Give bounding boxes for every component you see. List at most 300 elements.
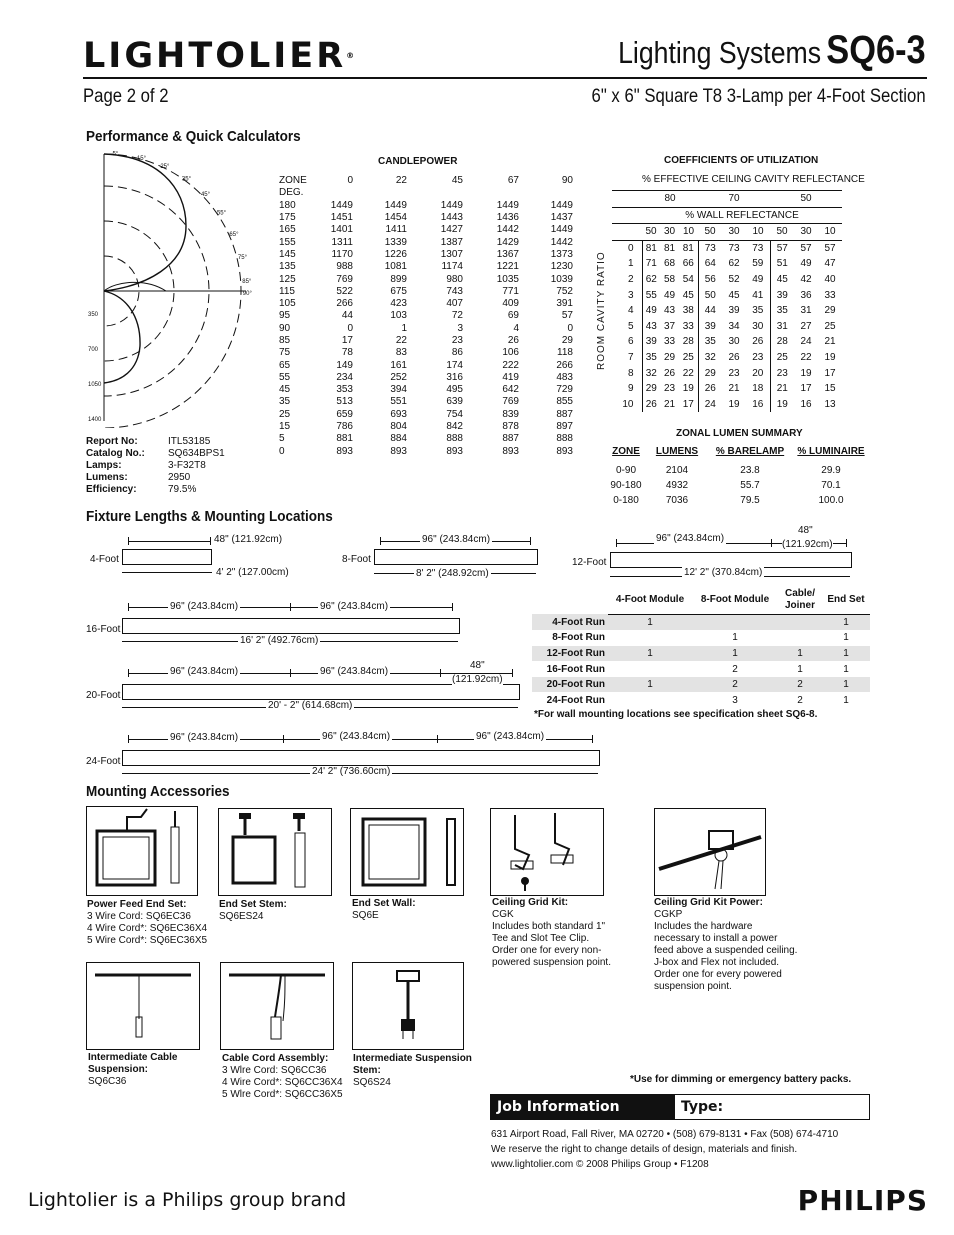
candlepower-cell: 878 — [502, 421, 519, 433]
candlepower-row — [279, 446, 573, 458]
fixtures-heading: Fixture Lengths & Mounting Locations — [86, 508, 333, 525]
cu-cell: 49 — [752, 273, 764, 285]
cu-cell: 33 — [663, 336, 676, 348]
cu-cell: 1 — [612, 256, 642, 272]
candlepower-cell: 729 — [556, 384, 573, 396]
candlepower-cell: 165 — [279, 224, 296, 236]
candlepower-cell: 1170 — [331, 248, 353, 260]
cu-cell: 26 — [698, 381, 722, 397]
candlepower-cell: 1311 — [331, 236, 353, 248]
candlepower-cell: 0 — [347, 322, 353, 334]
report-row — [86, 448, 225, 460]
cu-cell: 62 — [728, 258, 740, 270]
dim-tick — [283, 735, 284, 743]
cu-cell: 22 — [800, 351, 812, 363]
power-feed-end-set-image — [86, 806, 198, 896]
cu-cell: 26 — [752, 336, 764, 348]
fixture-16ft-length: 16' 2" (492.76cm) — [240, 635, 319, 646]
candlepower-cell: 897 — [556, 421, 573, 433]
cu-cell: 49 — [800, 258, 812, 270]
cu-row — [612, 256, 842, 272]
candlepower-cell: 95 — [279, 310, 291, 322]
polar-angle-label: 35° — [181, 176, 191, 183]
cu-cell: 50 — [698, 288, 722, 304]
report-value: 2950 — [168, 472, 191, 483]
type-field-label[interactable]: Type: — [681, 1099, 724, 1115]
zonal-cell: 70.1 — [821, 480, 841, 491]
candlepower-cell: 1449 — [384, 199, 407, 211]
candlepower-cell: 893 — [336, 445, 353, 457]
candlepower-cell: 145 — [279, 248, 296, 260]
polar-angle-label: 85° — [242, 278, 252, 285]
cu-row — [612, 397, 842, 413]
candlepower-cell: 180 — [279, 199, 296, 211]
candlepower-cell: 980 — [446, 273, 463, 285]
fixture-20ft-mount-3a: 48" — [470, 660, 485, 671]
dim-tick — [210, 537, 211, 545]
report-block — [86, 436, 225, 496]
candlepower-cell: 887 — [502, 433, 519, 445]
fixture-24ft-label: 24-Foot — [86, 756, 121, 767]
report-value: SQ634BPS1 — [168, 448, 225, 459]
candlepower-cell: 57 — [561, 310, 573, 322]
cu-cell: 71 — [645, 258, 657, 270]
candlepower-cell: 1035 — [496, 273, 519, 285]
cu-cell: 43 — [663, 305, 676, 317]
cu-cell: 26 — [728, 351, 740, 363]
accessory-caption-3: Ceiling Grid Kit: CGK Includes both standard 1" Tee and Slot Tee Clip. Order one for every non- powered suspension point. — [492, 897, 611, 968]
candlepower-cell: 234 — [336, 371, 353, 383]
run-cell: 1 — [797, 663, 803, 675]
cu-wall: 30 — [800, 226, 812, 238]
cu-cell: 45 — [770, 272, 794, 288]
dim-line — [128, 541, 210, 542]
dim-tick — [128, 669, 129, 677]
candlepower-cell: 222 — [502, 359, 519, 371]
intermediate-cable-suspension-image — [86, 962, 200, 1050]
cu-cell: 4 — [612, 303, 642, 319]
candlepower-row — [279, 224, 573, 236]
report-value: ITL53185 — [168, 436, 211, 447]
fixture-24ft-mount-3: 96" (243.84cm) — [476, 731, 545, 742]
candlepower-cell: 35 — [279, 396, 291, 408]
cu-wall: 30 — [728, 226, 740, 238]
candlepower-cell: 1411 — [385, 224, 407, 236]
run-row — [532, 692, 870, 708]
candlepower-row — [279, 335, 573, 347]
cu-cell: 55 — [645, 289, 657, 301]
run-row — [532, 661, 870, 677]
report-row — [86, 460, 225, 472]
fixture-12ft-length: 12' 2" (370.84cm) — [684, 567, 763, 578]
report-row — [86, 472, 225, 484]
polar-angle-label: 45° — [200, 192, 211, 199]
report-label: Lamps: — [86, 460, 122, 471]
candlepower-cell: 1373 — [550, 248, 573, 260]
report-row — [86, 436, 225, 448]
header-rule — [83, 77, 927, 79]
candlepower-cell: 1454 — [384, 212, 407, 224]
cu-wall: 50 — [645, 226, 657, 238]
cu-cell: 25 — [770, 350, 794, 366]
dim-tick — [512, 669, 513, 677]
polar-angle-label: 55° — [216, 210, 227, 217]
candlepower-cell: 887 — [556, 408, 573, 420]
candlepower-cell: 72 — [451, 310, 463, 322]
candlepower-cell: 44 — [341, 310, 353, 322]
candlepower-cell: 786 — [336, 421, 353, 433]
lightolier-logo: LIGHTOLIER® — [83, 36, 355, 76]
cu-cell: 57 — [824, 242, 836, 254]
candlepower-cell: 1174 — [441, 261, 463, 273]
fixture-4ft-mount: 48" (121.92cm) — [214, 534, 283, 545]
cu-cell: 44 — [698, 303, 722, 319]
run-cell: 3 — [732, 694, 738, 706]
candlepower-cell: 55 — [279, 371, 291, 383]
run-header: End Set — [822, 586, 870, 614]
fixture-8ft-mount: 96" (243.84cm) — [422, 534, 491, 545]
footer-info — [491, 1127, 838, 1172]
run-cell: 1 — [843, 632, 849, 644]
candlepower-cell: 266 — [336, 298, 353, 310]
cu-wall: 50 — [704, 226, 716, 238]
candlepower-cell: 495 — [446, 384, 463, 396]
candlepower-row — [279, 347, 573, 359]
zonal-cell: 2104 — [665, 465, 689, 476]
cu-cell: 58 — [663, 273, 676, 285]
polar-angle-label: 15° — [136, 155, 147, 162]
polar-angle-label: 75° — [237, 254, 248, 261]
run-cell: 20-Foot Run — [532, 677, 608, 693]
zonal-header: LUMENS — [655, 446, 699, 457]
candlepower-row — [279, 396, 573, 408]
cu-cell: 39 — [698, 319, 722, 335]
candlepower-cell: 522 — [336, 285, 353, 297]
run-cell: 2 — [732, 663, 738, 675]
dim-tick — [440, 669, 441, 677]
report-row — [86, 484, 225, 496]
cu-cell: 81 — [682, 242, 694, 254]
cu-cell: 10 — [612, 397, 642, 413]
zone-label: ZONE — [279, 175, 307, 187]
candlepower-cell: 1442 — [550, 236, 573, 248]
cu-cell: 21 — [663, 398, 676, 410]
zonal-cell: 7036 — [665, 495, 689, 506]
cu-row — [612, 288, 842, 304]
candlepower-cell: 0 — [279, 445, 285, 457]
ceiling-grid-kit-power-image — [654, 808, 766, 896]
cu-cell: 32 — [645, 367, 657, 379]
polar-radius-label: 1050 — [88, 382, 102, 388]
run-cell: 1 — [778, 646, 822, 662]
run-cell: 2 — [797, 694, 803, 706]
candlepower-cell: 1429 — [496, 236, 519, 248]
cp-col: 22 — [395, 175, 407, 187]
candlepower-cell: 881 — [336, 433, 353, 445]
run-cell: 12-Foot Run — [532, 646, 608, 662]
candlepower-cell: 1449 — [550, 224, 573, 236]
candlepower-cell: 1401 — [330, 224, 353, 236]
dim-tick — [771, 539, 772, 547]
fixture-16ft-mount-2: 96" (243.84cm) — [320, 601, 389, 612]
cu-cell: 47 — [824, 258, 836, 270]
zonal-cell: 4932 — [665, 480, 689, 491]
candlepower-cell: 69 — [507, 310, 519, 322]
accessory-caption-4: Ceiling Grid Kit Power: CGKP Includes the hardware necessary to install a power feed above a suspended ceiling. J-box and Flex not included. Order one for every powered suspension point. — [654, 897, 798, 992]
cu-subtitle: % EFFECTIVE CEILING CAVITY REFLECTANCE — [642, 174, 865, 185]
cu-cell: 30 — [752, 320, 764, 332]
cu-cell: 51 — [770, 256, 794, 272]
cu-cell: 31 — [800, 305, 812, 317]
fixture-20ft-mount-3b: (121.92cm) — [452, 674, 503, 685]
zonal-row — [606, 493, 870, 508]
candlepower-cell: 893 — [556, 445, 573, 457]
run-cell — [608, 630, 692, 646]
cable-cord-assembly-image — [220, 962, 334, 1050]
candlepower-cell: 353 — [336, 384, 353, 396]
fixture-8ft-length: 8' 2" (248.92cm) — [416, 568, 489, 579]
cu-row — [612, 381, 842, 397]
fixture-12ft-body — [610, 552, 852, 568]
cu-cell: 68 — [663, 258, 676, 270]
candlepower-cell: 106 — [502, 347, 519, 359]
cu-cell: 81 — [645, 242, 657, 254]
deg-label: DEG. — [279, 187, 304, 199]
cu-cell: 73 — [728, 242, 740, 254]
run-cell: 1 — [692, 646, 778, 662]
cu-cell: 56 — [698, 272, 722, 288]
job-information-bar — [490, 1094, 870, 1120]
fixture-8ft-body — [374, 549, 538, 565]
candlepower-row — [279, 323, 573, 335]
report-value: 79.5% — [168, 484, 197, 495]
candlepower-cell: 1221 — [496, 261, 519, 273]
candlepower-row — [279, 236, 573, 248]
cu-wall: 10 — [682, 226, 695, 238]
ceiling-grid-kit-image — [490, 808, 604, 896]
candlepower-cell: 174 — [446, 359, 463, 371]
cu-cell: 45 — [728, 289, 740, 301]
candlepower-row — [279, 261, 573, 273]
run-cell: 1 — [822, 646, 870, 662]
candlepower-cell: 551 — [390, 396, 407, 408]
cu-cell: 39 — [770, 288, 794, 304]
cu-cell: 34 — [728, 320, 740, 332]
cu-cell: 5 — [612, 319, 642, 335]
run-cell: 1 — [608, 646, 692, 662]
cu-row — [612, 272, 842, 288]
cu-row — [612, 334, 842, 350]
accessory-caption-1: End Set Stem: SQ6ES24 — [219, 899, 287, 922]
cu-cell: 28 — [770, 334, 794, 350]
candlepower-cell: 23 — [451, 335, 463, 346]
cu-cell: 52 — [728, 273, 740, 285]
candlepower-cell: 771 — [502, 285, 519, 297]
cu-cell: 30 — [728, 336, 740, 348]
polar-angle-label: 65° — [229, 231, 239, 238]
cu-cell: 19 — [682, 383, 694, 395]
candlepower-cell: 155 — [279, 236, 296, 248]
report-label: Efficiency: — [86, 484, 137, 495]
cu-cell: 31 — [770, 319, 794, 335]
cu-table — [612, 190, 842, 412]
candlepower-cell: 769 — [336, 273, 353, 285]
candlepower-cell: 5 — [279, 433, 285, 445]
candlepower-cell: 513 — [336, 396, 353, 408]
cp-col: 67 — [507, 175, 519, 187]
candlepower-cell: 0 — [567, 322, 573, 334]
cu-cell: 49 — [645, 305, 657, 317]
candlepower-cell: 1442 — [496, 224, 519, 236]
polar-angle-label: 5° — [112, 151, 119, 158]
cu-title: COEFFICIENTS OF UTILIZATION — [664, 155, 819, 166]
run-row — [532, 614, 870, 630]
philips-logo: PHILIPS — [797, 1184, 928, 1217]
dim-tick — [380, 537, 381, 545]
cu-cell: 29 — [663, 351, 676, 363]
run-cell: 1 — [608, 677, 692, 693]
cu-cell: 29 — [645, 383, 657, 395]
run-cell: 2 — [692, 677, 778, 693]
candlepower-row — [279, 310, 573, 322]
fixture-20ft-length: 20' - 2" (614.68cm) — [268, 700, 353, 711]
candlepower-cell: 1230 — [550, 261, 573, 273]
cu-cell: 36 — [800, 289, 812, 301]
report-label: Catalog No.: — [86, 448, 145, 459]
candlepower-cell: 842 — [446, 421, 463, 433]
report-label: Report No: — [86, 436, 138, 447]
candlepower-cell: 639 — [446, 396, 463, 408]
cu-cell: 3 — [612, 288, 642, 304]
fixture-20ft-mount-1: 96" (243.84cm) — [170, 666, 239, 677]
candlepower-cell: 988 — [336, 261, 353, 273]
candlepower-cell: 1427 — [440, 224, 463, 236]
dim-tick — [530, 537, 531, 545]
candlepower-cell: 893 — [502, 445, 519, 457]
candlepower-cell: 769 — [502, 396, 519, 408]
cu-cell: 54 — [682, 273, 694, 285]
cu-cell: 6 — [612, 334, 642, 350]
candlepower-cell: 1081 — [384, 261, 407, 273]
candlepower-cell: 888 — [446, 433, 463, 445]
run-cell: 8-Foot Run — [552, 632, 605, 644]
cu-cell: 26 — [645, 398, 657, 410]
candlepower-cell: 135 — [279, 261, 296, 273]
fixture-16ft-body — [122, 618, 460, 634]
candlepower-table — [279, 175, 573, 458]
run-cell — [778, 630, 822, 646]
candlepower-cell: 675 — [390, 285, 407, 297]
fixture-8ft-label: 8-Foot — [342, 554, 371, 565]
candlepower-row — [279, 409, 573, 421]
candlepower-cell: 642 — [502, 384, 519, 396]
cu-cell: 22 — [682, 367, 694, 379]
cu-cell: 0 — [612, 240, 642, 256]
polar-photometric-chart — [86, 146, 266, 428]
candlepower-cell: 26 — [507, 335, 519, 346]
fixture-4ft-label: 4-Foot — [90, 554, 119, 565]
page-title: Lighting Systems SQ6-3 — [618, 28, 926, 72]
dim-tick — [452, 603, 453, 611]
candlepower-cell: 78 — [341, 347, 353, 359]
cu-cell: 21 — [728, 383, 740, 395]
cu-cell: 19 — [800, 367, 812, 379]
cu-cell: 41 — [752, 289, 764, 301]
cu-cell: 25 — [824, 320, 836, 332]
dim-tick — [290, 669, 291, 677]
footer-rights: We reserve the right to change details of design, materials and finish. — [491, 1144, 798, 1155]
cu-cell: 19 — [770, 397, 794, 413]
cu-cell: 23 — [663, 383, 676, 395]
report-label: Lumens: — [86, 472, 128, 483]
fixture-4ft-length: 4' 2" (127.00cm) — [216, 567, 289, 578]
polar-angle-label: 25° — [160, 164, 170, 171]
candlepower-row — [279, 249, 573, 261]
cp-col: 0 — [347, 175, 353, 187]
run-row — [532, 630, 870, 646]
cu-row — [612, 303, 842, 319]
job-information-label: Job Information — [491, 1095, 675, 1119]
cu-cell: 35 — [752, 305, 764, 317]
candlepower-cell: 899 — [390, 273, 407, 285]
dim-tick — [846, 539, 847, 547]
candlepower-cell: 85 — [279, 335, 291, 346]
candlepower-row — [279, 359, 573, 371]
run-cell: 1 — [822, 614, 870, 630]
candlepower-cell: 83 — [395, 347, 407, 359]
run-cell: 24-Foot Run — [546, 694, 605, 706]
footer-web[interactable]: www.lightolier.com © 2008 Philips Group • F1208 — [491, 1159, 709, 1170]
candlepower-cell: 29 — [561, 335, 573, 346]
cp-col: 90 — [561, 175, 573, 187]
zonal-cell: 0-180 — [613, 495, 639, 506]
dim-tick — [128, 603, 129, 611]
cu-row — [612, 350, 842, 366]
candlepower-cell: 1387 — [440, 236, 463, 248]
cu-cell: 23 — [752, 351, 764, 363]
accessory-caption-7: Intermediate Suspension Stem: SQ6S24 — [353, 1053, 472, 1088]
cu-cell: 29 — [698, 366, 722, 382]
candlepower-row — [279, 286, 573, 298]
candlepower-cell: 1449 — [440, 199, 463, 211]
cu-cell: 28 — [682, 336, 694, 348]
run-cell: 1 — [822, 677, 870, 693]
run-cell: 1 — [732, 632, 738, 644]
candlepower-cell: 884 — [390, 433, 407, 445]
candlepower-cell: 743 — [446, 285, 463, 297]
cu-cell: 42 — [800, 273, 812, 285]
cu-cell: 17 — [824, 367, 836, 379]
candlepower-cell: 1226 — [384, 248, 407, 260]
fixture-4ft-body — [122, 549, 212, 565]
run-cell — [608, 661, 692, 677]
fixture-16ft-label: 16-Foot — [86, 624, 121, 635]
candlepower-cell: 419 — [502, 371, 519, 383]
candlepower-cell: 693 — [390, 408, 407, 420]
polar-radius-label: 350 — [88, 312, 99, 318]
accessory-caption-6: Cable Cord Assembly: 3 Wlre Cord: SQ6CC36 4 Wire Cord*: SQ6CC36X4 5 Wlre Cord*: SQ6CC36X5 — [222, 1053, 343, 1100]
zonal-title: ZONAL LUMEN SUMMARY — [676, 428, 803, 439]
cu-ceiling: 50 — [800, 193, 812, 204]
run-cell: 1 — [843, 663, 849, 675]
cu-cell: 62 — [645, 273, 657, 285]
zonal-row — [606, 463, 870, 478]
candlepower-cell: 161 — [390, 359, 407, 371]
cu-cell: 23 — [770, 366, 794, 382]
run-cell: 1 — [608, 614, 692, 630]
cu-cell: 15 — [824, 383, 836, 395]
candlepower-cell: 423 — [390, 298, 407, 310]
